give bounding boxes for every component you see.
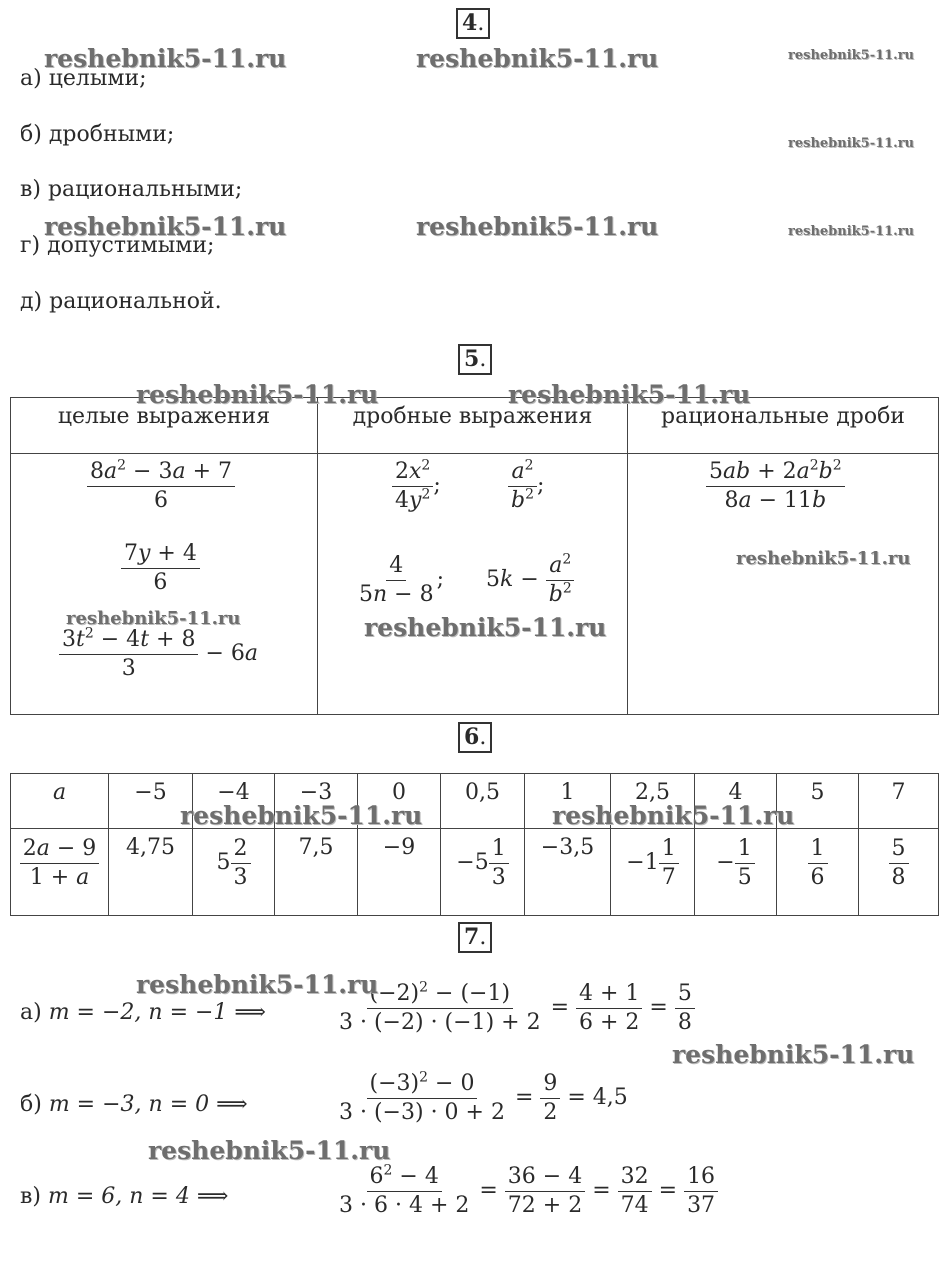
watermark: reshebnik5-11.ru (136, 380, 379, 409)
expr-value: 7,5 (275, 829, 358, 916)
task-7-row-a-calc: $\frac{(-2)^2 - (-1)}{3 \cdot (-2) \cdot (-1) + 2}$ = $\frac{4 + 1}{6 + 2}$ = $\frac{5}{8}$ (336, 980, 695, 1036)
expr-value: −1 $\frac{1}{7}$ (611, 829, 695, 916)
expr-whole-1: $\frac{8a^2 - 3a + 7}{6}$ (87, 458, 235, 514)
expr-value: 4,75 (109, 829, 193, 916)
task-7-number: 7. (458, 922, 492, 953)
task-7-row-b-calc: $\frac{(-3)^2 - 0}{3 \cdot (-3) \cdot 0 + 2}$ = $\frac{9}{2}$ = 4,5 (339, 1069, 628, 1125)
header-whole-expressions: целые выражения (11, 398, 318, 454)
expr-value: −5 $\frac{1}{3}$ (441, 829, 525, 916)
task-7-row-c-calc: $\frac{6^2 - 4}{3 \cdot 6 \cdot 4 + 2}$ = $\frac{36 - 4}{72 + 2}$ = $\frac{32}{74}$ = $\frac{16}{37}$ (336, 1163, 718, 1219)
task-7-row-b-condition: б) m = −3, n = 0 ⟹ (20, 1092, 248, 1117)
watermark: reshebnik5-11.ru (180, 801, 423, 830)
task-7-row-c-condition: в) m = 6, n = 4 ⟹ (20, 1184, 229, 1209)
a-value: −5 (109, 774, 193, 829)
whole-expressions-cell (11, 454, 318, 715)
a-value: −3 (275, 774, 358, 829)
watermark: reshebnik5-11.ru (364, 613, 607, 642)
a-value: 5 (777, 774, 859, 829)
rational-fractions-cell (628, 454, 939, 715)
task-4-item-b: б) дробными; (20, 122, 175, 147)
expr-frac-1: $\frac{2x^2}{4y^2}$ ; (392, 458, 441, 514)
task-6-number: 6. (458, 722, 492, 753)
a-value: 0,5 (441, 774, 525, 829)
expr-frac-2: $\frac{a^2}{b^2}$ ; (508, 458, 544, 514)
watermark: reshebnik5-11.ru (672, 1040, 915, 1069)
header-fractional-expressions: дробные выражения (318, 398, 628, 454)
task-4-item-d: г) допустимыми; (20, 233, 215, 258)
expr-whole-2: $\frac{7y + 4}{6}$ (121, 540, 200, 596)
task-4-item-e: д) рациональной. (20, 289, 222, 314)
watermark: reshebnik5-11.ru (508, 380, 751, 409)
watermark: reshebnik5-11.ru (44, 212, 287, 241)
task-4-item-a: а) целыми; (20, 66, 147, 91)
expr-value: $\frac{5}{8}$ (859, 829, 939, 916)
a-value: 7 (859, 774, 939, 829)
watermark: reshebnik5-11.ru (44, 44, 287, 73)
watermark: reshebnik5-11.ru (416, 212, 659, 241)
expr-value: − $\frac{1}{5}$ (695, 829, 777, 916)
header-rational-fractions: рациональные дроби (628, 398, 939, 454)
expr-whole-3: $\frac{3t^2 - 4t + 8}{3}$ − 6a (59, 626, 258, 682)
watermark: reshebnik5-11.ru (416, 44, 659, 73)
a-value: 2,5 (611, 774, 695, 829)
watermark: reshebnik5-11.ru (788, 48, 915, 63)
expression-label: $\frac{2a - 9}{1 + a}$ (11, 829, 109, 916)
a-label: a (11, 774, 109, 829)
task-7-row-a-condition: а) m = −2, n = −1 ⟹ (20, 1000, 266, 1025)
expr-frac-3: $\frac{4}{5n - 8}$ ; (359, 553, 445, 607)
watermark: reshebnik5-11.ru (788, 224, 915, 239)
expr-rational-1: $\frac{5ab + 2a^2b^2}{8a - 11b}$ (706, 458, 845, 514)
task-4-item-c: в) рациональными; (20, 177, 243, 202)
watermark: reshebnik5-11.ru (66, 608, 241, 629)
watermark: reshebnik5-11.ru (788, 136, 915, 151)
expr-frac-4: 5k − $\frac{a^2}{b^2}$ (486, 552, 575, 608)
a-value: 0 (358, 774, 441, 829)
watermark: reshebnik5-11.ru (552, 801, 795, 830)
a-value: −4 (193, 774, 275, 829)
a-value: 4 (695, 774, 777, 829)
expr-value: 5 $\frac{2}{3}$ (193, 829, 275, 916)
task-4-number: 4. (456, 8, 490, 39)
watermark: reshebnik5-11.ru (148, 1136, 391, 1165)
a-value: 1 (525, 774, 611, 829)
expr-value: $\frac{1}{6}$ (777, 829, 859, 916)
watermark: reshebnik5-11.ru (136, 970, 379, 999)
fractional-expressions-cell (318, 454, 628, 715)
task-5-number: 5. (458, 344, 492, 375)
expr-value: −3,5 (525, 829, 611, 916)
task-6-table (10, 773, 939, 916)
watermark: reshebnik5-11.ru (736, 548, 911, 569)
expr-value: −9 (358, 829, 441, 916)
